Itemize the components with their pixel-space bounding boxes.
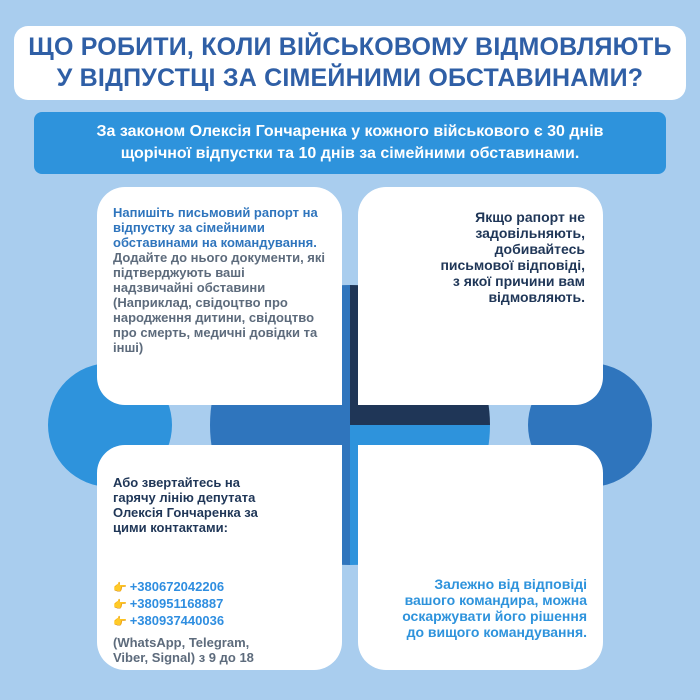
step-number-4: 4: [269, 464, 295, 516]
subtitle-line-1: За законом Олексія Гончаренка у кожного військового є 30 днів: [96, 123, 604, 140]
step-number-2: 2: [407, 353, 433, 405]
title-line-1: ЩО РОБИТИ, КОЛИ ВІЙСЬКОВОМУ ВІДМОВЛЯЮТЬ: [28, 33, 672, 61]
phone-1[interactable]: 👉 +380672042206: [113, 579, 225, 594]
step-1-text: [113, 205, 325, 355]
pointing-hand-icon: 👉: [113, 599, 127, 611]
step-number-3: 3: [405, 464, 431, 516]
step-2-text: Якщо рапорт не задовільняють, добивайтесь письмової відповіді, з якої причини вам відмовляють.: [440, 209, 585, 305]
step-4-text: Або звертайтесь на гарячу лінію депутата Олексія Гончаренка за цими контактами:: [113, 475, 258, 535]
step-number-1: 1: [267, 353, 293, 405]
phone-3[interactable]: 👉 +380937440036: [113, 613, 225, 628]
subtitle-line-2: щорічної відпустки та 10 днів за сімейними обставинами.: [120, 145, 580, 162]
step-1-text-gray: Додайте до нього документи, які підтверджують ваші надзвичайні обставини (Наприклад, свідоцтво про народження дитини, свідоцтво про смерть, медичні довідки та інші): [113, 250, 325, 355]
step-4-footer: (WhatsApp, Telegram, Viber, Signal) з 9 до 18: [113, 635, 254, 665]
step-4-phones: [113, 579, 313, 630]
phone-2[interactable]: 👉 +380951168887: [113, 596, 224, 611]
title-line-2: У ВІДПУСТЦІ ЗА СІМЕЙНИМИ ОБСТАВИНАМИ?: [56, 64, 644, 92]
pointing-hand-icon: 👉: [113, 582, 127, 594]
step-3-text: Залежно від відповіді вашого командира, можна оскаржувати його рішення до вищого командування.: [402, 576, 587, 640]
step-1-text-blue: Напишіть письмовий рапорт на відпустку за сімейними обставинами на командування.: [113, 205, 318, 250]
pointing-hand-icon: 👉: [113, 616, 127, 628]
